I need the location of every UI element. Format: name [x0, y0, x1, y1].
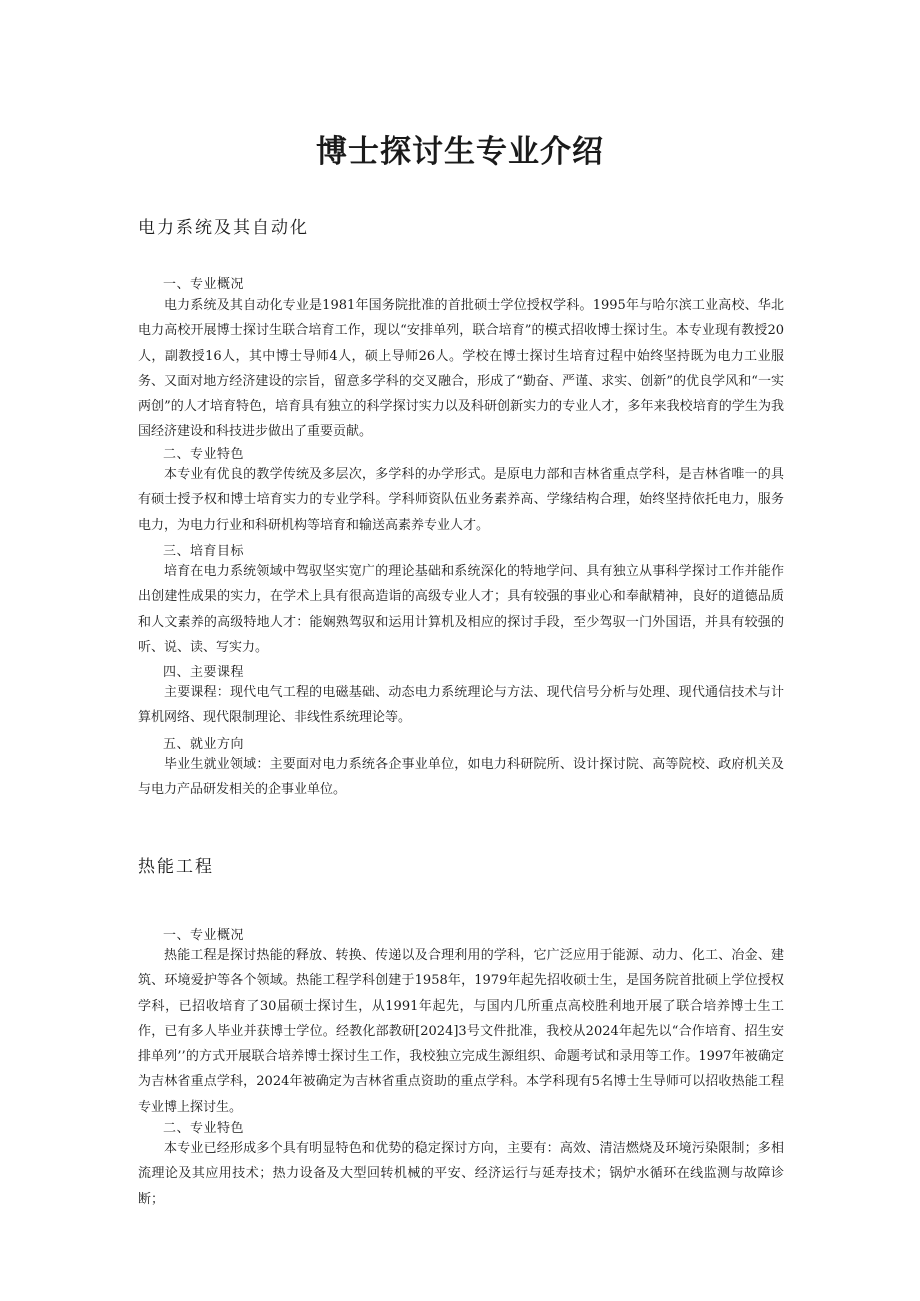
paragraph-features-2: 本专业已经形成多个具有明显特色和优势的稳定探讨方向，主要有：高效、清洁燃烧及环境污染限制；多相流理论及其应用技术；热力设备及大型回转机械的平安、经济运行与延寿技术；锅炉水循环在线监测与故障诊断；: [138, 1141, 784, 1207]
paragraph-features: 本专业有优良的教学传统及多层次，多学科的办学形式。是原电力部和吉林省重点学科，是吉林省唯一的具有硕士授予权和博士培育实力的专业学科。学科师资队伍业务素养高、学缘结构合理，始终坚持依托电力，服务电力，为电力行业和科研机构等培育和输送高素养专业人才。: [138, 467, 784, 533]
paragraph-employment: 毕业生就业领域：主要面对电力系统各企事业单位，如电力科研院所、设计探讨院、高等院校、政府机关及与电力产品研发相关的企事业单位。: [138, 757, 784, 798]
paragraph-overview: 电力系统及其自动化专业是1981年国务院批准的首批硕士学位授权学科。1995年与哈尔滨工业高校、华北电力高校开展博士探讨生联合培育工作，现以“安排单列，联合培育”的模式招收博士探讨生。本专业现有教授20人，副教授16人，其中博士导师4人，硕上导师26人。学校在博士探讨生培育过程中始终坚持既为电力工业服务、又面对地方经济建设的宗旨，留意多学科的交叉融合，形成了“勤奋、严谨、求实、创新”的优良学风和“一实两创”的人才培育特色，培育具有独立的科学探讨实力以及科研创新实力的专业人才，多年来我校培育的学生为我国经济建设和科技进步做出了重要贡献。: [138, 298, 784, 440]
paragraph-goals: 培育在电力系统领域中驾驭坚实宽广的理论基础和系统深化的特地学问、具有独立从事科学探讨工作并能作出创建性成果的实力，在学术上具有很高造诣的高级专业人才；具有较强的事业心和奉献精神，良好的道德品质和人文素养的高级特地人才：能娴熟驾驭和运用计算机及相应的探讨手段，至少驾驭一门外国语，并具有较强的听、说、读、写实力。: [138, 564, 784, 655]
subheading-courses: 四、主要课程: [163, 665, 245, 680]
subheading-overview: 一、专业概况: [163, 277, 245, 292]
subheading-overview-2: 一、专业概况: [163, 928, 245, 943]
subheading-features-2: 二、专业特色: [163, 1121, 245, 1136]
subheading-goals: 三、培育目标: [163, 544, 245, 559]
subheading-employment: 五、就业方向: [163, 737, 245, 752]
page-title: 博士探讨生专业介绍: [316, 134, 604, 170]
major-heading-thermal-engineering: 热能工程: [138, 857, 214, 877]
paragraph-courses: 主要课程：现代电气工程的电磁基础、动态电力系统理论与方法、现代信号分析与处理、现代通信技术与计算机网络、现代限制理论、非线性系统理论等。: [138, 685, 784, 726]
major-heading-power-systems: 电力系统及其自动化: [138, 218, 309, 238]
subheading-features: 二、专业特色: [163, 447, 245, 462]
paragraph-overview-2: 热能工程是探讨热能的释放、转换、传递以及合理利用的学科，它广泛应用于能源、动力、化工、冶金、建筑、环境爱护等各个领域。热能工程学科创建于1958年，1979年起先招收硕士生，是国务院首批硕上学位授权学科，已招收培育了30届硕士探讨生，从1991年起先，与国内几所重点高校胜利地开展了联合培养博士生工作，已有多人毕业并获博士学位。经教化部教研[2024]3号文件批准，我校从2024年起先以“合作培育、招生安排单列’’的方式开展联合培养博士探讨生工作，我校独立完成生源组织、命题考试和录用等工作。1997年被确定为吉林省重点学科，2024年被确定为吉林省重点资助的重点学科。本学科现有5名博士生导师可以招收热能工程专业博上探讨生。: [138, 948, 784, 1115]
